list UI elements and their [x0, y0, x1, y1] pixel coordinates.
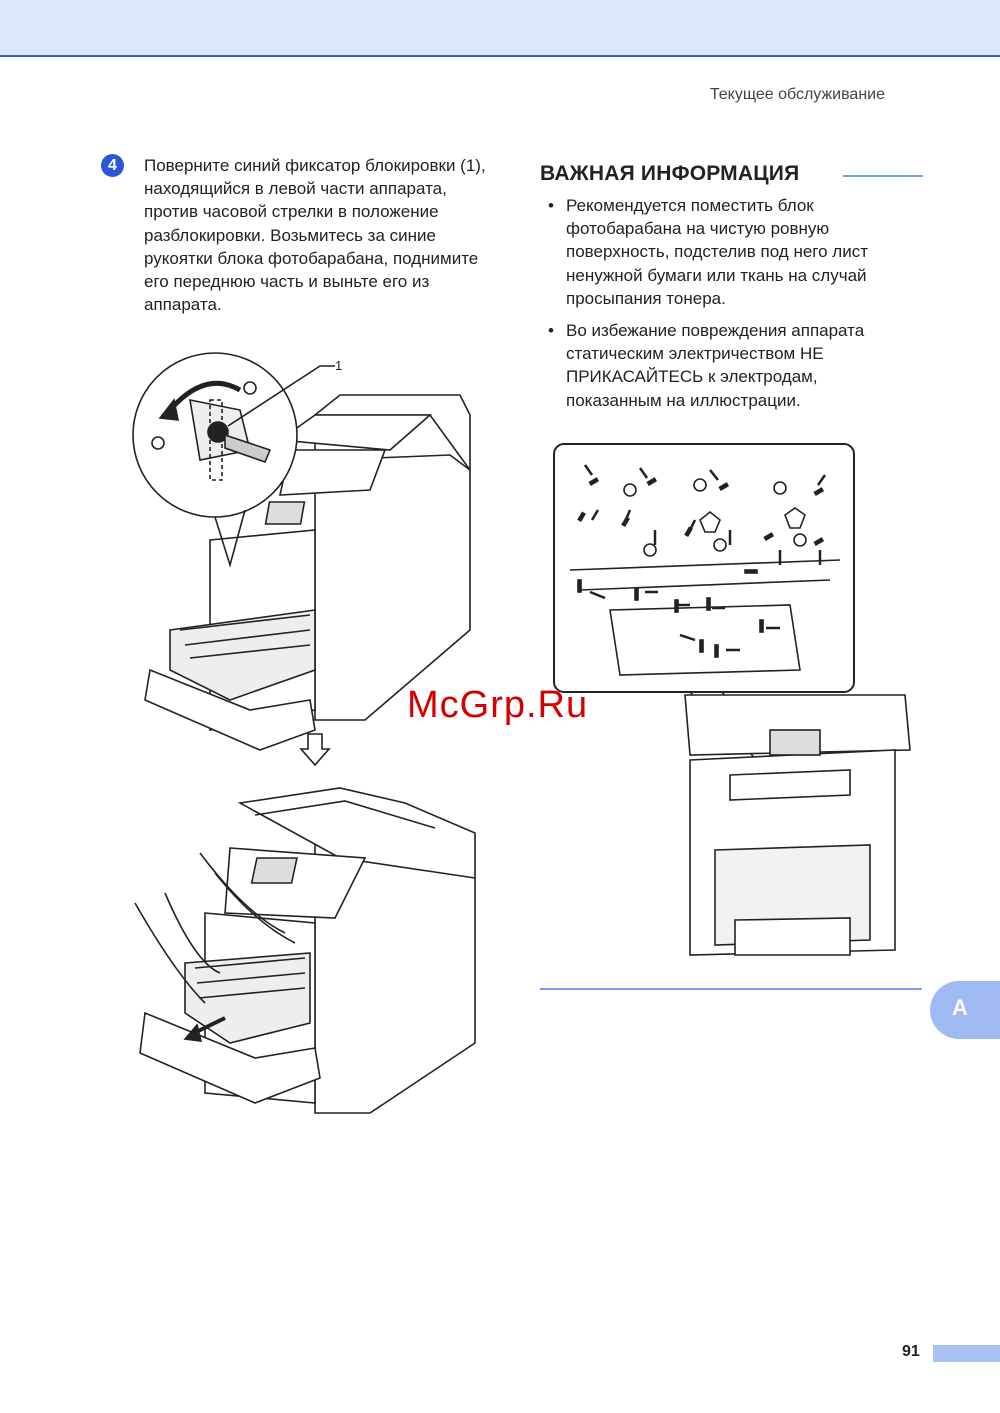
important-bullet-1: [548, 194, 918, 310]
electrodes-illustration: [550, 440, 915, 960]
step-number-badge: 4: [101, 154, 124, 177]
callout-number: 1: [335, 358, 343, 373]
appendix-tab[interactable]: [930, 981, 1000, 1039]
page-number: 91: [902, 1343, 920, 1360]
top-band: [0, 0, 1000, 57]
bullet-dot: •: [548, 196, 554, 215]
running-head: Текущее обслуживание: [709, 86, 885, 103]
bullet-dot: •: [548, 321, 554, 340]
drum-removal-illustration: [135, 773, 480, 1118]
step-instruction-text: Поверните синий фиксатор блокировки (1), находящийся в левой части аппарата, против часовой стрелки в положение разблокировки. Возьмитесь за синие рукоятки блока фотобарабана, поднимите его переднюю часть и выньте его из аппарата.: [144, 156, 486, 315]
important-bullet-text: Рекомендуется поместить блок фотобарабана на чистую ровную поверхность, подстелив под него лист ненужной бумаги или ткань на случай просыпания тонера.: [566, 196, 868, 308]
appendix-tab-label: A: [952, 995, 968, 1020]
important-title-rule: [843, 175, 923, 177]
watermark-text: McGrp.Ru: [407, 684, 589, 726]
important-bullet-2: [548, 319, 918, 412]
down-arrow-icon: [300, 733, 330, 767]
important-bullet-text: Во избежание повреждения аппарата статическим электричеством НЕ ПРИКАСАЙТЕСЬ к электродам, показанным на иллюстрации.: [566, 321, 865, 410]
important-bottom-rule: [540, 988, 922, 990]
important-title: ВАЖНАЯ ИНФОРМАЦИЯ: [540, 162, 800, 185]
page-number-bar: [933, 1345, 1000, 1362]
